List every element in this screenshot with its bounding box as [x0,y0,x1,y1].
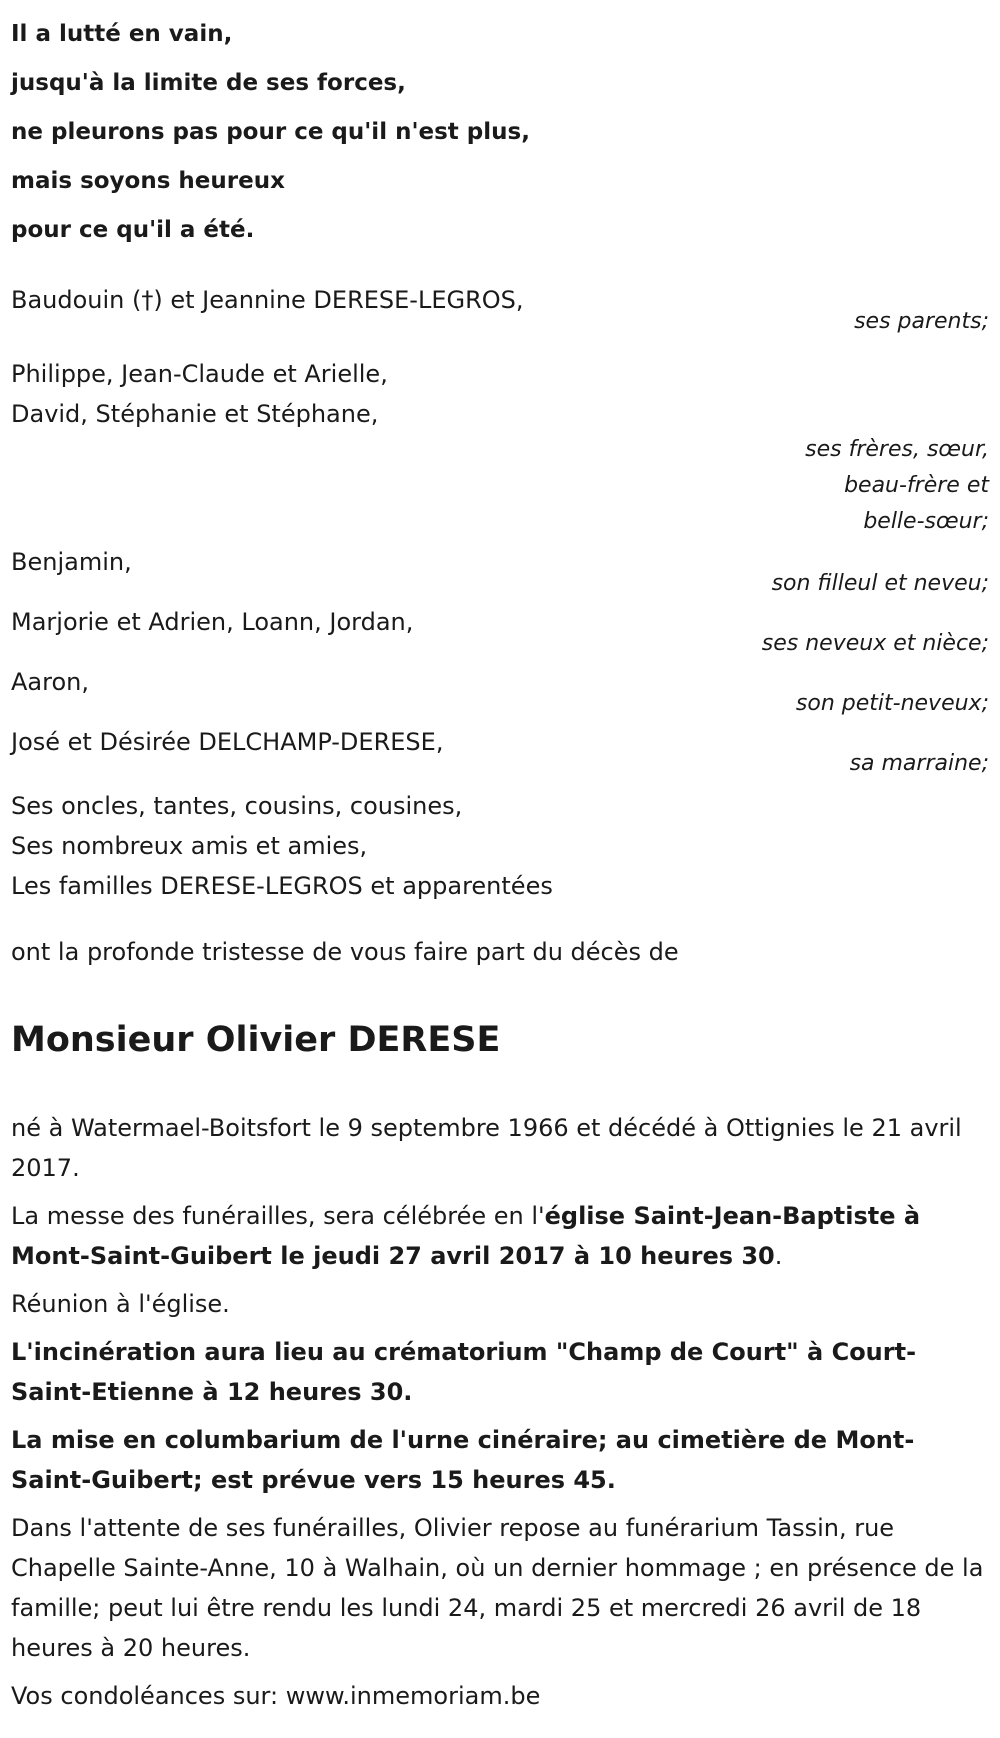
birth-death-info: né à Watermael-Boitsfort le 9 septembre 1966 et décédé à Ottignies le 21 avril 2017. [11,1114,962,1182]
family-relation: ses neveux et nièce; [761,631,989,656]
family-names: Benjamin, [11,548,132,576]
family-names: Aaron, [11,668,89,696]
family-group-others [11,786,989,906]
announcement-intro: ont la profonde tristesse de vous faire part du décès de [11,938,679,966]
mass-info [11,1196,989,1276]
family-names: Les familles DERESE-LEGROS et apparentées [11,872,553,900]
family-relation: sa marraine; [849,751,989,776]
reunion-info: Réunion à l'église. [11,1290,230,1318]
family-relation: belle-sœur; [863,509,989,534]
family-relation: ses parents; [854,309,989,334]
family-names: Ses nombreux amis et amies, [11,832,368,860]
family-group-siblings [11,354,989,540]
family-names: José et Désirée DELCHAMP-DERESE, [11,728,444,756]
cremation-info: L'incinération aura lieu au crématorium "Champ de Court" à Court-Saint-Etienne à 12 heures 30. [11,1338,917,1406]
mass-prefix: La messe des funérailles, sera célébrée en l' [11,1202,545,1230]
funeral-details [11,1108,989,1724]
family-group-godmother [11,722,989,784]
family-names: Baudouin (†) et Jeannine DERESE-LEGROS, [11,286,524,314]
poem-line: Il a lutté en vain, [11,21,233,47]
poem-line: mais soyons heureux [11,168,285,194]
funerarium-info: Dans l'attente de ses funérailles, Olivier repose au funérarium Tassin, rue Chapelle Sainte-Anne, 10 à Walhain, où un dernier hommage ; en présence de la famille; peut lui être rendu les lundi 24, mardi 25 et mercredi 26 avril de 18 heures à 20 heures. [11,1514,984,1662]
poem-line: pour ce qu'il a été. [11,217,255,243]
poem-line: ne pleurons pas pour ce qu'il n'est plus, [11,119,530,145]
family-group-nephews [11,602,989,664]
family-group-grandnephew [11,662,989,724]
poem [11,10,911,255]
family-relation: son petit-neveux; [795,691,989,716]
family-group-godson [11,542,989,604]
mass-location-date: église Saint-Jean-Baptiste à Mont-Saint-Guibert le jeudi 27 avril 2017 à 10 heures 30 [11,1202,921,1270]
deceased-name: Monsieur Olivier DERESE [11,1020,501,1060]
family-group-parents [11,280,989,342]
family-relation: ses frères, sœur, [805,437,989,462]
family-list [11,280,989,906]
family-names: Marjorie et Adrien, Loann, Jordan, [11,608,414,636]
family-relation: son filleul et neveu; [771,571,989,596]
family-relation: beau-frère et [844,473,989,498]
family-names: Ses oncles, tantes, cousins, cousines, [11,792,463,820]
family-names: Philippe, Jean-Claude et Arielle, [11,360,388,388]
family-names: David, Stéphanie et Stéphane, [11,400,379,428]
mass-suffix: . [774,1242,783,1270]
condolences-info: Vos condoléances sur: www.inmemoriam.be [11,1682,541,1710]
columbarium-info: La mise en columbarium de l'urne cinéraire; au cimetière de Mont-Saint-Guibert; est prévue vers 15 heures 45. [11,1426,915,1494]
poem-line: jusqu'à la limite de ses forces, [11,70,406,96]
